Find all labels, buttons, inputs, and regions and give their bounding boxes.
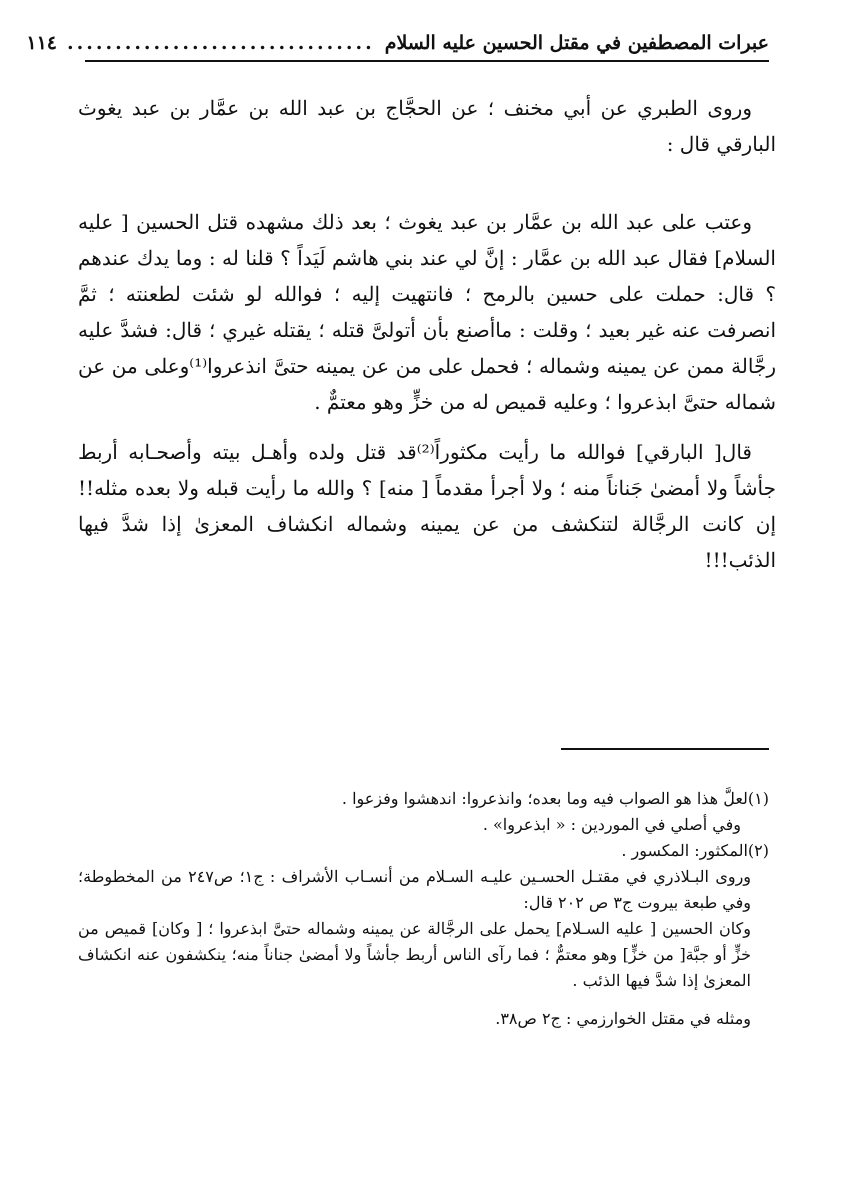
footnote-1-note: وفي أصلي في الموردين : « ابذعروا» . [482, 815, 741, 834]
leader-dots: ................................ [67, 32, 375, 54]
main-text [78, 90, 776, 592]
paragraph-narration: وعتب على عبد الله بن عمَّار بن عبد يغوث ؛ بعد ذلك مشهده قتل الحسين [ عليه السلام] فقال عبد الله بن عمَّار : إنَّ لي عند بني هاشم لَيَداً ؟ قلنا له : وما يدك عندهم ؟ قال: حملت على حسين بالرمح ؛ فانتهيت إليه ؛ فوالله لو شئت لطعنته ؛ ثمَّ انصرفت عنه غير بعيد ؛ وقلت : ماأصنع بأن أتولىَّ قتله ؛ يقتله غيري ؛ قال: فشدَّ عليه رجَّالة ممن عن يمينه وشماله ؛ فحمل على من عن يمينه حتىَّ انذعروا⁽¹⁾وعلى من عن شماله حتىَّ ابذعروا ؛ وعليه قميص له من خزٍّ وهو معتمٌّ . [78, 210, 776, 414]
footnote-2-quote: وكان الحسين [ عليه السـلام] يحمل على الرجَّالة عن يمينه وشماله حتىَّ ابذعروا ؛ [ وكان] قميص من خزٍّ أو جبَّة[ من خزٍّ] وهو معتمٌّ ؛ فما رآى الناس أربط جأشاً ولا أمضىٰ جناناً منه؛ ينكشفون عنه انكشاف المعزىٰ إذا شدَّ فيها الذئب . [78, 919, 751, 990]
footnote-divider [561, 748, 769, 750]
footnote-2-source: وروى البـلاذري في مقتـل الحسـين عليـه السـلام من أنسـاب الأشراف : ج١؛ ص٢٤٧ من المخطوطة؛ وفي طبعة بيروت ج٣ ص ٢٠٢ قال: [78, 867, 752, 912]
paragraph-barqi: قال[ البارقي] فوالله ما رأيت مكثوراً⁽²⁾قد قتل ولده وأهـل بيته وأصحـابه أربط جأشاً ولا أمضىٰ جَناناً منه ؛ ولا أجرأ مقدماً [ منه] ؟ والله ما رأيت قبله ولا بعده مثله!! إن كانت الرجَّالة لتنكشف من عن يمينه وشماله انكشاف المعزىٰ إذا شدَّ فيها الذئب!!! [78, 440, 776, 572]
footnote-2: (٢)المكثور: المكسور . [621, 841, 769, 860]
footnote-1: (١)لعلَّ هذا هو الصواب فيه وما بعده؛ وانذعروا: اندهشوا وفزعوا . [341, 789, 769, 808]
footnote-2-reference: ومثله في مقتل الخوارزمي : ج٢ ص٣٨. [495, 1009, 751, 1028]
page-number: ١١٤ [26, 32, 58, 54]
footnotes [78, 786, 769, 1032]
running-title: عبرات المصطفين في مقتل الحسين عليه السلام [384, 32, 769, 54]
paragraph-intro: وروى الطبري عن أبي مخنف ؛ عن الحجَّاج بن عبد الله بن عمَّار بن عبد يغوث البارقي قال : [78, 96, 776, 156]
running-header [26, 26, 769, 62]
